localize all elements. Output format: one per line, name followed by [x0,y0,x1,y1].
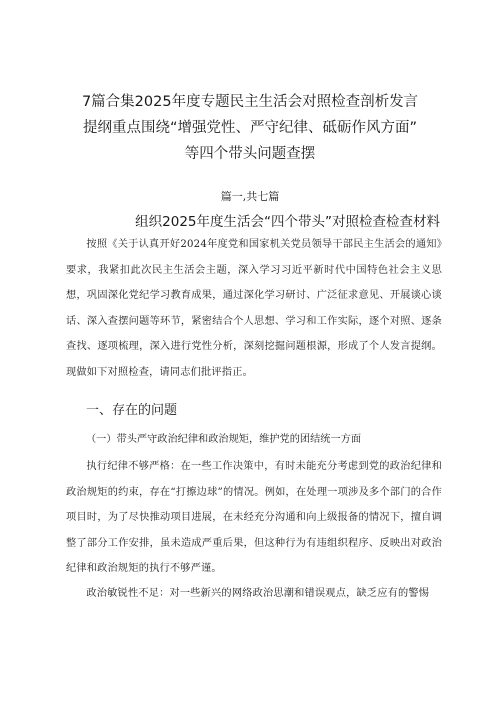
document-title [60,89,440,167]
body-paragraph-2: 政治敏锐性不足：对一些新兴的网络政治思潮和错误观点，缺乏应有的警惕 [86,588,430,599]
title-line-2: 提纲重点围绕“增强党性、严守纪律、砥砺作风方面” [82,120,418,136]
title-line-3: 等四个带头问题查摆 [184,146,316,162]
title-line-1: 7篇合集2025年度专题民主生活会对照检查剖析发言 [81,94,419,110]
intro-paragraph: 按照《关于认真开好2024年度党和国家机关党员领导干部民主生活会的通知》要求，我紧扣此次民主生活会主题，深入学习习近平新时代中国特色社会主义思想，巩固深化党纪学习教育成果，通过深化学习研讨、广泛征求意见、开展谈心谈话、深入查摆问题等环节，紧密结合个人思想、学习和工作实际，逐个对照、逐条查找、逐项梳理，深入进行党性分析，深刻挖掘问题根源，形成了个人发言提纲。现做如下对照检查，请同志们批评指正。 [66,239,442,378]
subsection-heading-1: （一）带头严守政治纪律和政治规矩，维护党的团结统一方面 [86,434,362,445]
section-heading-issues: 一、存在的问题 [86,403,178,418]
document-heading: 组织2025年度生活会“四个带头”对照检查检查材料 [135,214,440,230]
body-paragraph-1: 执行纪律不够严格：在一些工作决策中，有时未能充分考虑到党的政治纪律和政治规矩的约束，存在“打擦边球”的情况。例如，在处理一项涉及多个部门的合作项目时，为了尽快推动项目进展，在未经充分沟通和向上级报备的情况下，擅自调整了部分工作安排，虽未造成严重后果，但这种行为有违组织程序、反映出对政治纪律和政治规矩的执行不够严谨。 [66,461,442,575]
section-label: 篇一,共七篇 [220,190,280,203]
